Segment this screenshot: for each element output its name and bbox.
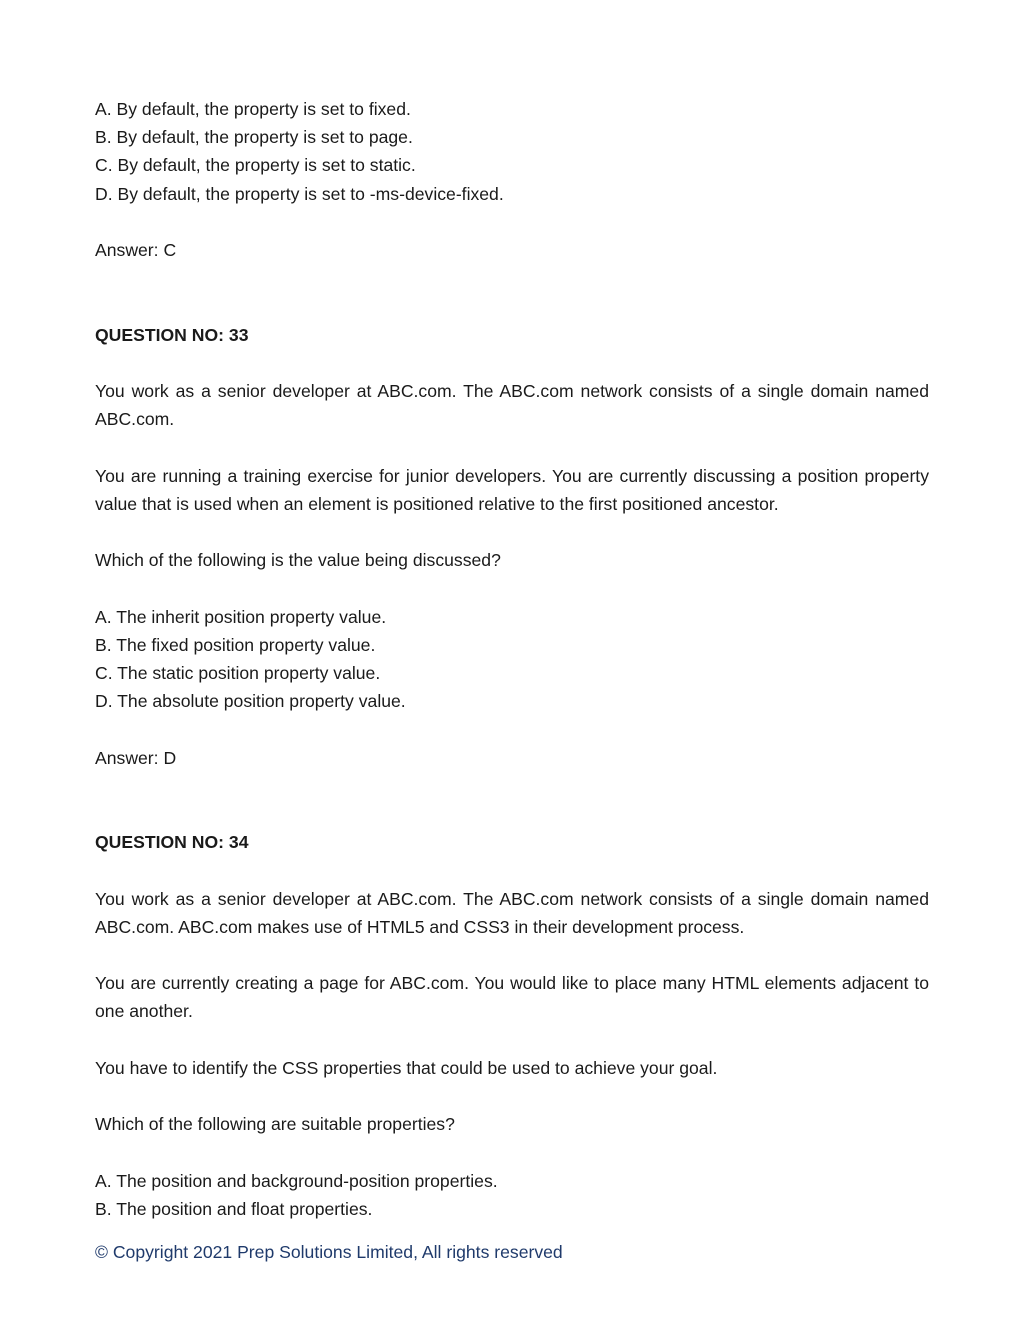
q33-paragraph-1: You work as a senior developer at ABC.com. The ABC.com network consists of a single domain named ABC.com. [95, 380, 929, 430]
q33-options [95, 603, 929, 716]
document-page [95, 95, 929, 1223]
q33-question: Which of the following is the value being discussed? [95, 550, 501, 571]
q33-answer: Answer: D [95, 747, 177, 768]
q34-heading: QUESTION NO: 34 [95, 832, 249, 853]
q33-paragraph-2: You are running a training exercise for junior developers. You are currently discussing a position property value that is used when an element is positioned relative to the first positioned ancestor. [95, 465, 929, 514]
q32-option-b: B. By default, the property is set to page. [95, 127, 413, 148]
q34-options [95, 1167, 929, 1223]
q33-option-a: A. The inherit position property value. [95, 606, 387, 627]
q32-answer: Answer: C [95, 240, 177, 260]
q32-option-c: C. By default, the property is set to static. [95, 155, 416, 176]
q32-option-a: A. By default, the property is set to fixed. [95, 99, 411, 119]
q33-option-d: D. The absolute position property value. [95, 691, 406, 712]
q34-option-a: A. The position and background-position properties. [95, 1170, 498, 1191]
copyright-footer: © Copyright 2021 Prep Solutions Limited, All rights reserved [95, 1242, 563, 1262]
q34-option-b: B. The position and float properties. [95, 1198, 373, 1219]
q34-paragraph-2: You are currently creating a page for ABC.com. You would like to place many HTML elements adjacent to one another. [95, 973, 929, 1022]
q32-options [95, 95, 929, 208]
q34-paragraph-3: You have to identify the CSS properties that could be used to achieve your goal. [95, 1057, 718, 1078]
q33-option-c: C. The static position property value. [95, 662, 381, 683]
q33-heading: QUESTION NO: 33 [95, 324, 249, 345]
q32-option-d: D. By default, the property is set to -ms-device-fixed. [95, 183, 504, 204]
q33-option-b: B. The fixed position property value. [95, 634, 376, 655]
q34-paragraph-1: You work as a senior developer at ABC.com. The ABC.com network consists of a single domain named ABC.com. ABC.com makes use of HTML5 and CSS3 in their development process. [95, 888, 929, 937]
q34-question: Which of the following are suitable properties? [95, 1114, 455, 1135]
